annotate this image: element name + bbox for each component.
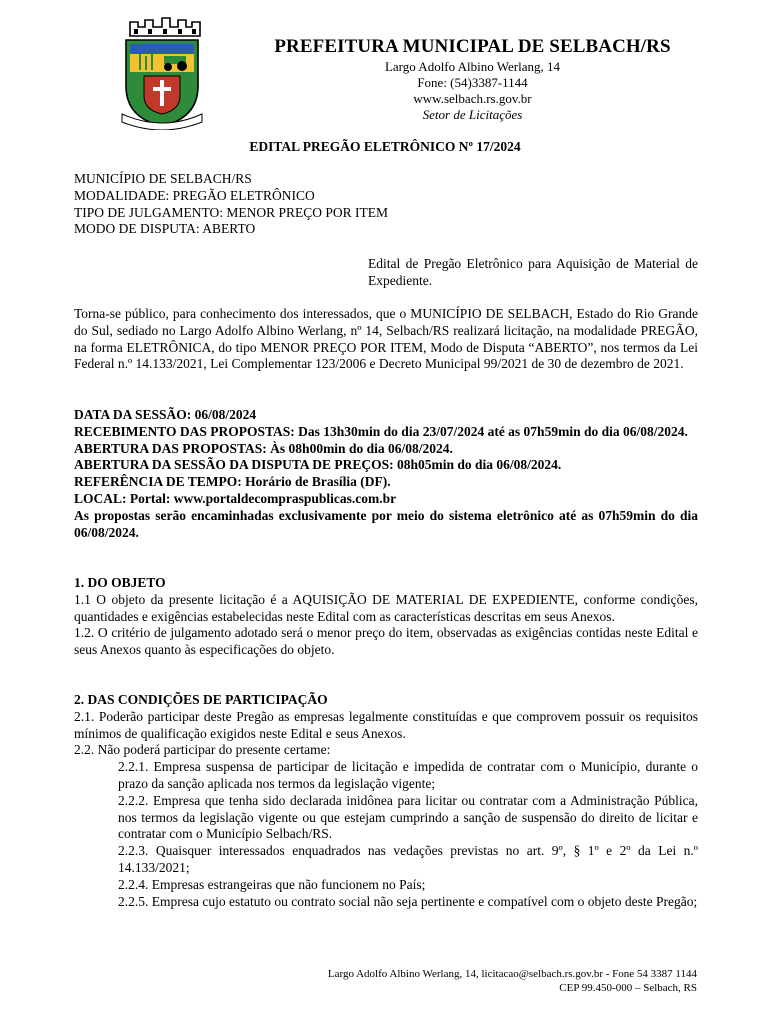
section-heading: 2. DAS CONDIÇÕES DE PARTICIPAÇÃO xyxy=(74,692,328,707)
list-item: 2.2.1. Empresa suspensa de participar de licitação e impedida de contratar com o Município, durante o prazo da sanção aplicada nos termos da legislação vigente; xyxy=(118,759,698,791)
section-heading: 1. DO OBJETO xyxy=(74,575,166,590)
section-paragraph: 1.1 O objeto da presente licitação é a AQUISIÇÃO DE MATERIAL DE EXPEDIENTE, conforme condições, quantidades e exigências estabelecidas neste Edital com as características descritas em seus Anexos. xyxy=(74,591,698,624)
footer-postal: CEP 99.450-000 – Selbach, RS xyxy=(559,982,697,994)
municipality-title: PREFEITURA MUNICIPAL DE SELBACH/RS xyxy=(274,36,671,57)
letterhead xyxy=(0,0,770,130)
session-dispute: ABERTURA DA SESSÃO DA DISPUTA DE PREÇOS: 08h05min do dia 06/08/2024. xyxy=(74,457,562,473)
edital-title: EDITAL PREGÃO ELETRÔNICO Nº 17/2024 xyxy=(249,139,521,154)
footer-contact: Largo Adolfo Albino Werlang, 14, licitacao@selbach.rs.gov.br - Fone 54 3387 1144 xyxy=(327,968,697,980)
session-info xyxy=(74,407,698,541)
section-paragraph: 1.2. O critério de julgamento adotado será o menor preço do item, observadas as exigências contidas neste Edital e seus Anexos quanto às especificações do objeto. xyxy=(74,625,698,658)
header-phone: Fone: (54)3387-1144 xyxy=(417,75,528,90)
session-date: DATA DA SESSÃO: 06/08/2024 xyxy=(74,407,257,422)
session-location: LOCAL: Portal: www.portaldecompraspublicas.com.br xyxy=(74,490,397,506)
meta-line: MUNICÍPIO DE SELBACH/RS xyxy=(74,171,252,186)
header-department: Setor de Licitações xyxy=(422,107,523,122)
intro-paragraph: Torna-se público, para conhecimento dos interessados, que o MUNICÍPIO DE SELBACH, Estado do Rio Grande do Sul, sediado no Largo Adolfo Albino Werlang, nº 14, Selbach/RS realizará licitação, na modalidade PREGÃO, na forma ELETRÔNICA, do tipo MENOR PREÇO POR ITEM, Modo de Disputa “ABERTO”, nos termos da Lei Federal n.º 14.133/2021, Lei Complementar 123/2006 e Decreto Municipal 99/2021 de 30 de dezembro de 2021. xyxy=(74,306,698,372)
session-notice: As propostas serão encaminhadas exclusivamente por meio do sistema eletrônico até as 07h59min do dia 06/08/2024. xyxy=(74,507,698,540)
session-opening: ABERTURA DAS PROPOSTAS: Às 08h00min do dia 06/08/2024. xyxy=(74,440,453,456)
section-paragraph: 2.2. Não poderá participar do presente certame: xyxy=(74,742,331,758)
section-object xyxy=(74,575,698,659)
session-receipt: RECEBIMENTO DAS PROPOSTAS: Das 13h30min do dia 23/07/2024 até as 07h59min do dia 06/08/2024. xyxy=(74,423,688,439)
header-address: Largo Adolfo Albino Werlang, 14 xyxy=(384,59,561,74)
meta-line: TIPO DE JULGAMENTO: MENOR PREÇO POR ITEM xyxy=(74,204,389,220)
header-website: www.selbach.rs.gov.br xyxy=(413,91,532,106)
meta-line: MODALIDADE: PREGÃO ELETRÔNICO xyxy=(74,187,315,203)
session-time-reference: REFERÊNCIA DE TEMPO: Horário de Brasília (DF). xyxy=(74,474,391,490)
meta-line: MODO DE DISPUTA: ABERTO xyxy=(74,221,256,237)
municipal-coat-of-arms-icon xyxy=(118,14,206,130)
object-summary: Edital de Pregão Eletrônico para Aquisição de Material de Expediente. xyxy=(368,256,698,288)
list-item: 2.2.4. Empresas estrangeiras que não funcionem no País; xyxy=(118,876,426,892)
list-item: 2.2.3. Quaisquer interessados enquadrados nas vedações previstas no art. 9º, § 1º e 2º da Lei n.º 14.133/2021; xyxy=(118,843,698,875)
list-item: 2.2.5. Empresa cujo estatuto ou contrato social não seja pertinente e compatível com o objeto deste Pregão; xyxy=(118,893,698,909)
section-paragraph: 2.1. Poderão participar deste Pregão as empresas legalmente constituídas e que comprovem possuir os requisitos mínimos de qualificação exigidos neste Edital e seus Anexos. xyxy=(74,708,698,741)
section-participation xyxy=(74,692,698,910)
list-item: 2.2.2. Empresa que tenha sido declarada inidônea para licitar ou contratar com a Administração Pública, nos termos da legislação vigente ou que estejam cumprindo a sanção de suspensão do direito de licitar e contratar com o Município Selbach/RS. xyxy=(118,792,698,842)
edital-meta xyxy=(74,171,698,238)
